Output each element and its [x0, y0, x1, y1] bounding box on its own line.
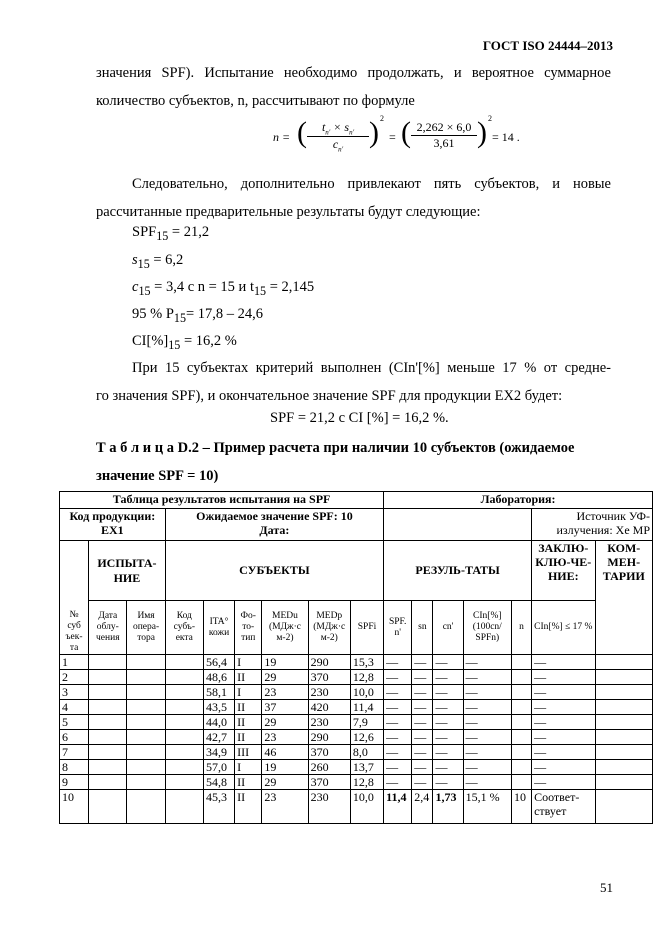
stat-p-label: 95 % P	[132, 306, 174, 322]
cell-ci: —	[463, 655, 511, 670]
col-medp: MEDp (МДж·с м-2)	[308, 601, 350, 655]
table-row	[60, 730, 653, 745]
cell-concl: —	[532, 715, 595, 730]
cell-ita: 42,7	[203, 730, 234, 745]
cell-empty	[165, 670, 203, 685]
cell-empty	[165, 655, 203, 670]
cell-medp: 290	[308, 730, 350, 745]
table-row	[60, 715, 653, 730]
cell-empty	[89, 760, 127, 775]
formula-paren-right-2: )	[477, 116, 487, 149]
cell-empty	[127, 700, 165, 715]
table-row	[60, 745, 653, 760]
cell-empty	[127, 745, 165, 760]
cell-spfi: 10,0	[350, 790, 383, 824]
cell-empty	[127, 715, 165, 730]
col-spfn: SPF. n'	[384, 601, 412, 655]
stat-s-label: s	[132, 252, 138, 268]
cell-no: 6	[60, 730, 89, 745]
cell-cn: —	[433, 730, 463, 745]
cell-empty	[165, 685, 203, 700]
cell-empty	[89, 790, 127, 824]
cell-sn: —	[412, 700, 433, 715]
cell-medp: 230	[308, 685, 350, 700]
cell-no: 8	[60, 760, 89, 775]
col-subject-no: № суб ъек-та	[60, 541, 89, 655]
cell-medu: 19	[262, 655, 308, 670]
cell-medu: 23	[262, 790, 308, 824]
cell-no: 5	[60, 715, 89, 730]
cell-spfi: 12,8	[350, 670, 383, 685]
stat-s-sub: 15	[137, 256, 150, 271]
cell-empty	[595, 670, 653, 685]
table-row	[60, 775, 653, 790]
cell-medp: 370	[308, 775, 350, 790]
results-table	[59, 491, 653, 824]
cell-medp: 370	[308, 670, 350, 685]
cell-type: I	[235, 685, 262, 700]
cell-empty	[127, 775, 165, 790]
cell-n	[511, 745, 531, 760]
cell-ci: —	[463, 715, 511, 730]
section-subjects: СУБЪЕКТЫ	[165, 541, 383, 601]
formula-num3: 2,262 × 6,0	[416, 120, 472, 134]
cell-concl: —	[532, 760, 595, 775]
cell-type: II	[235, 670, 262, 685]
cell-spfn: —	[384, 730, 412, 745]
formula-num2: s	[344, 120, 350, 134]
cell-n	[511, 715, 531, 730]
cell-empty	[595, 745, 653, 760]
cell-no: 7	[60, 745, 89, 760]
paragraph-2-line-1: Следовательно, дополнительно привлекают пять субъектов, и новые	[132, 176, 611, 192]
table-caption-line-1: Т а б л и ц а D.2 – Пример расчета при наличии 10 субъектов (ожидаемое	[96, 440, 575, 456]
document-header: ГОСТ ISO 24444–2013	[482, 38, 613, 53]
cell-type: II	[235, 715, 262, 730]
formula-paren-right-1: )	[369, 116, 379, 149]
formula-paren-left-2: (	[401, 116, 411, 149]
cell-ita: 54,8	[203, 775, 234, 790]
cell-spfi: 10,0	[350, 685, 383, 700]
cell-n	[511, 730, 531, 745]
cell-no: 4	[60, 700, 89, 715]
cell-empty	[89, 700, 127, 715]
cell-concl: —	[532, 685, 595, 700]
formula-times: ×	[333, 120, 342, 134]
table-row	[60, 670, 653, 685]
table-title-left: Таблица результатов испытания на SPF	[60, 492, 384, 509]
cell-ita: 34,9	[203, 745, 234, 760]
cell-empty	[165, 775, 203, 790]
col-spfi: SPFi	[350, 601, 383, 655]
cell-empty	[595, 700, 653, 715]
stat-ci	[132, 333, 237, 353]
cell-spfn: 11,4	[384, 790, 412, 824]
product-code: Код продукции: EX1	[60, 509, 166, 541]
cell-spfn: —	[384, 760, 412, 775]
table-body	[60, 655, 653, 824]
stat-spf-sub: 15	[156, 228, 169, 243]
cell-empty	[595, 730, 653, 745]
expected-spf: Ожидаемое значение SPF: 10	[196, 509, 353, 523]
cell-spfn: —	[384, 745, 412, 760]
stat-ci-sub: 15	[168, 337, 181, 352]
cell-empty	[165, 700, 203, 715]
paragraph-1	[96, 59, 611, 115]
cell-empty	[165, 715, 203, 730]
cell-medp: 370	[308, 745, 350, 760]
formula-eq: =	[389, 130, 396, 144]
col-sn: sn	[412, 601, 433, 655]
col-operator: Имя опера-тора	[127, 601, 165, 655]
cell-n	[511, 775, 531, 790]
stat-s	[132, 252, 183, 272]
paragraph-1-line-2: количество субъектов, n, рассчитывают по формуле	[96, 93, 415, 109]
paragraph-3-line-2: го значения SPF), и окончательное значение SPF для продукции EX2 будет:	[96, 388, 563, 404]
paragraph-2-line-2: рассчитанные предварительные результаты будут следующие:	[96, 204, 481, 220]
cell-cn: —	[433, 655, 463, 670]
cell-no: 9	[60, 775, 89, 790]
paragraph-2	[96, 170, 611, 226]
stat-p	[132, 306, 263, 326]
col-phototype: Фо-то-тип	[235, 601, 262, 655]
col-criterion: CIn[%] ≤ 17 %	[532, 601, 595, 655]
cell-sn: —	[412, 730, 433, 745]
cell-cn: —	[433, 775, 463, 790]
cell-empty	[127, 685, 165, 700]
cell-type: II	[235, 700, 262, 715]
cell-spfi: 12,8	[350, 775, 383, 790]
cell-cn: —	[433, 760, 463, 775]
cell-empty	[89, 775, 127, 790]
stat-p-sub: 15	[173, 310, 186, 325]
cell-cn: —	[433, 745, 463, 760]
cell-ci: —	[463, 745, 511, 760]
section-test: ИСПЫТА-НИЕ	[89, 541, 166, 601]
paragraph-3	[96, 354, 611, 410]
cell-empty	[127, 760, 165, 775]
final-result: SPF = 21,2 с CI [%] = 16,2 %.	[270, 410, 449, 426]
cell-spfi: 8,0	[350, 745, 383, 760]
cell-ci: —	[463, 700, 511, 715]
cell-ita: 56,4	[203, 655, 234, 670]
formula-num2-sub: n'	[349, 128, 355, 137]
cell-empty	[127, 655, 165, 670]
table-caption	[96, 434, 616, 490]
cell-cn: —	[433, 685, 463, 700]
cell-n: 10	[511, 790, 531, 824]
cell-spfi: 7,9	[350, 715, 383, 730]
cell-ci: —	[463, 760, 511, 775]
expected-spf-date	[165, 509, 383, 541]
cell-spfi: 12,6	[350, 730, 383, 745]
col-n: n	[511, 601, 531, 655]
cell-spfn: —	[384, 715, 412, 730]
cell-empty	[127, 670, 165, 685]
table-row	[60, 685, 653, 700]
cell-empty	[165, 760, 203, 775]
cell-type: II	[235, 790, 262, 824]
col-ita: ITA° кожи	[203, 601, 234, 655]
section-comments: КОМ-МЕН-ТАРИИ	[595, 541, 653, 655]
cell-ita: 44,0	[203, 715, 234, 730]
cell-spfn: —	[384, 670, 412, 685]
cell-n	[511, 685, 531, 700]
cell-type: II	[235, 730, 262, 745]
cell-medu: 37	[262, 700, 308, 715]
cell-type: I	[235, 760, 262, 775]
stat-spf-label: SPF	[132, 224, 157, 240]
cell-empty	[127, 730, 165, 745]
cell-empty	[89, 685, 127, 700]
cell-spfn: —	[384, 700, 412, 715]
formula-exp-2: 2	[488, 114, 492, 123]
formula-den1-sub: n'	[338, 145, 344, 154]
cell-medu: 23	[262, 730, 308, 745]
cell-concl: Соответ-ствует	[532, 790, 595, 824]
cell-empty	[595, 685, 653, 700]
uv-source: Источник УФ-излучения: Xe MP	[532, 509, 653, 541]
cell-ci: —	[463, 775, 511, 790]
cell-sn: —	[412, 715, 433, 730]
cell-medu: 23	[262, 685, 308, 700]
cell-no: 1	[60, 655, 89, 670]
cell-empty	[165, 730, 203, 745]
cell-empty	[595, 655, 653, 670]
page-number: 51	[600, 880, 613, 895]
cell-concl: —	[532, 730, 595, 745]
stat-spf	[132, 224, 209, 244]
cell-ci: —	[463, 670, 511, 685]
cell-medp: 420	[308, 700, 350, 715]
cell-cn: —	[433, 670, 463, 685]
cell-empty	[165, 790, 203, 824]
cell-n	[511, 760, 531, 775]
cell-n	[511, 700, 531, 715]
cell-spfi: 15,3	[350, 655, 383, 670]
paragraph-3-line-1: При 15 субъектах критерий выполнен (CIn'[%] меньше 17 % от средне-	[132, 360, 611, 376]
section-conclusion: ЗАКЛЮ-КЛЮ-ЧЕ-НИЕ:	[532, 541, 595, 601]
cell-empty	[165, 745, 203, 760]
formula-num1-sub: n'	[325, 128, 331, 137]
stat-s-value: = 6,2	[149, 252, 184, 268]
cell-cn: —	[433, 700, 463, 715]
cell-empty	[595, 715, 653, 730]
cell-spfn: —	[384, 655, 412, 670]
cell-medp: 290	[308, 655, 350, 670]
stat-c-value: = 3,4 с n = 15 и t	[150, 279, 254, 295]
cell-empty	[89, 655, 127, 670]
paragraph-1-line-1: значения SPF). Испытание необходимо продолжать, и вероятное суммарное	[96, 65, 611, 81]
formula-lhs: n =	[273, 130, 291, 144]
cell-medu: 29	[262, 715, 308, 730]
formula-paren-left-1: (	[297, 116, 307, 149]
cell-spfn: —	[384, 685, 412, 700]
cell-ita: 43,5	[203, 700, 234, 715]
cell-concl: —	[532, 655, 595, 670]
cell-concl: —	[532, 775, 595, 790]
cell-ita: 48,6	[203, 670, 234, 685]
cell-medp: 230	[308, 790, 350, 824]
stat-c	[132, 279, 314, 299]
cell-medu: 19	[262, 760, 308, 775]
cell-empty	[595, 790, 653, 824]
col-subject-code: Код субъ-екта	[165, 601, 203, 655]
cell-medu: 46	[262, 745, 308, 760]
formula	[273, 112, 525, 162]
stat-p-value: = 17,8 – 24,6	[185, 306, 264, 322]
cell-sn: —	[412, 745, 433, 760]
formula-fraction-2	[411, 120, 477, 151]
cell-cn: 1,73	[433, 790, 463, 824]
cell-spfi: 13,7	[350, 760, 383, 775]
cell-sn: —	[412, 670, 433, 685]
cell-no: 2	[60, 670, 89, 685]
stat-c-sub-2: 15	[253, 283, 267, 298]
cell-empty	[595, 760, 653, 775]
cell-type: I	[235, 655, 262, 670]
table-title-right: Лаборатория:	[384, 492, 653, 509]
cell-empty	[127, 790, 165, 824]
cell-concl: —	[532, 745, 595, 760]
cell-sn: —	[412, 775, 433, 790]
cell-sn: —	[412, 760, 433, 775]
stat-ci-value: = 16,2 %	[180, 333, 237, 349]
formula-num1: t	[321, 120, 326, 134]
formula-den1: c	[332, 137, 339, 152]
section-results: РЕЗУЛЬ-ТАТЫ	[384, 541, 532, 601]
formula-exp-1: 2	[380, 114, 384, 123]
cell-concl: —	[532, 700, 595, 715]
stat-c-sub: 15	[138, 283, 151, 298]
cell-concl: —	[532, 670, 595, 685]
cell-empty	[89, 745, 127, 760]
cell-no: 3	[60, 685, 89, 700]
test-date: Дата:	[259, 523, 290, 537]
cell-empty	[89, 715, 127, 730]
table-row	[60, 655, 653, 670]
stat-ci-label: CI[%]	[132, 333, 169, 349]
cell-empty	[595, 775, 653, 790]
cell-spfn: —	[384, 775, 412, 790]
cell-type: III	[235, 745, 262, 760]
cell-cn: —	[433, 715, 463, 730]
cell-n	[511, 655, 531, 670]
cell-medp: 230	[308, 715, 350, 730]
col-irradiation-date: Дата облу-чения	[89, 601, 127, 655]
cell-medu: 29	[262, 670, 308, 685]
stat-c-label: c	[132, 279, 139, 295]
table-row	[60, 790, 653, 824]
cell-sn: —	[412, 655, 433, 670]
cell-medu: 29	[262, 775, 308, 790]
cell-ita: 45,3	[203, 790, 234, 824]
formula-result: = 14 .	[492, 130, 520, 144]
cell-spfi: 11,4	[350, 700, 383, 715]
cell-ci: —	[463, 685, 511, 700]
cell-ci: 15,1 %	[463, 790, 511, 824]
cell-ita: 57,0	[203, 760, 234, 775]
blank-cell	[384, 509, 532, 541]
col-medu: MEDu (МДж·с м-2)	[262, 601, 308, 655]
table-row	[60, 760, 653, 775]
cell-medp: 260	[308, 760, 350, 775]
cell-empty	[89, 730, 127, 745]
col-ci: CIn[%] (100cn/ SPFn)	[463, 601, 511, 655]
cell-type: II	[235, 775, 262, 790]
stat-c-value-2: = 2,145	[266, 279, 315, 295]
cell-sn: —	[412, 685, 433, 700]
cell-no: 10	[60, 790, 89, 824]
table-caption-line-2: значение SPF = 10)	[96, 468, 219, 484]
formula-den3: 3,61	[411, 135, 477, 151]
cell-ita: 58,1	[203, 685, 234, 700]
col-cn: cn'	[433, 601, 463, 655]
cell-n	[511, 670, 531, 685]
table-row	[60, 700, 653, 715]
cell-sn: 2,4	[412, 790, 433, 824]
cell-ci: —	[463, 730, 511, 745]
cell-empty	[89, 670, 127, 685]
stat-spf-value: = 21,2	[168, 224, 210, 240]
formula-fraction-1	[307, 120, 369, 154]
